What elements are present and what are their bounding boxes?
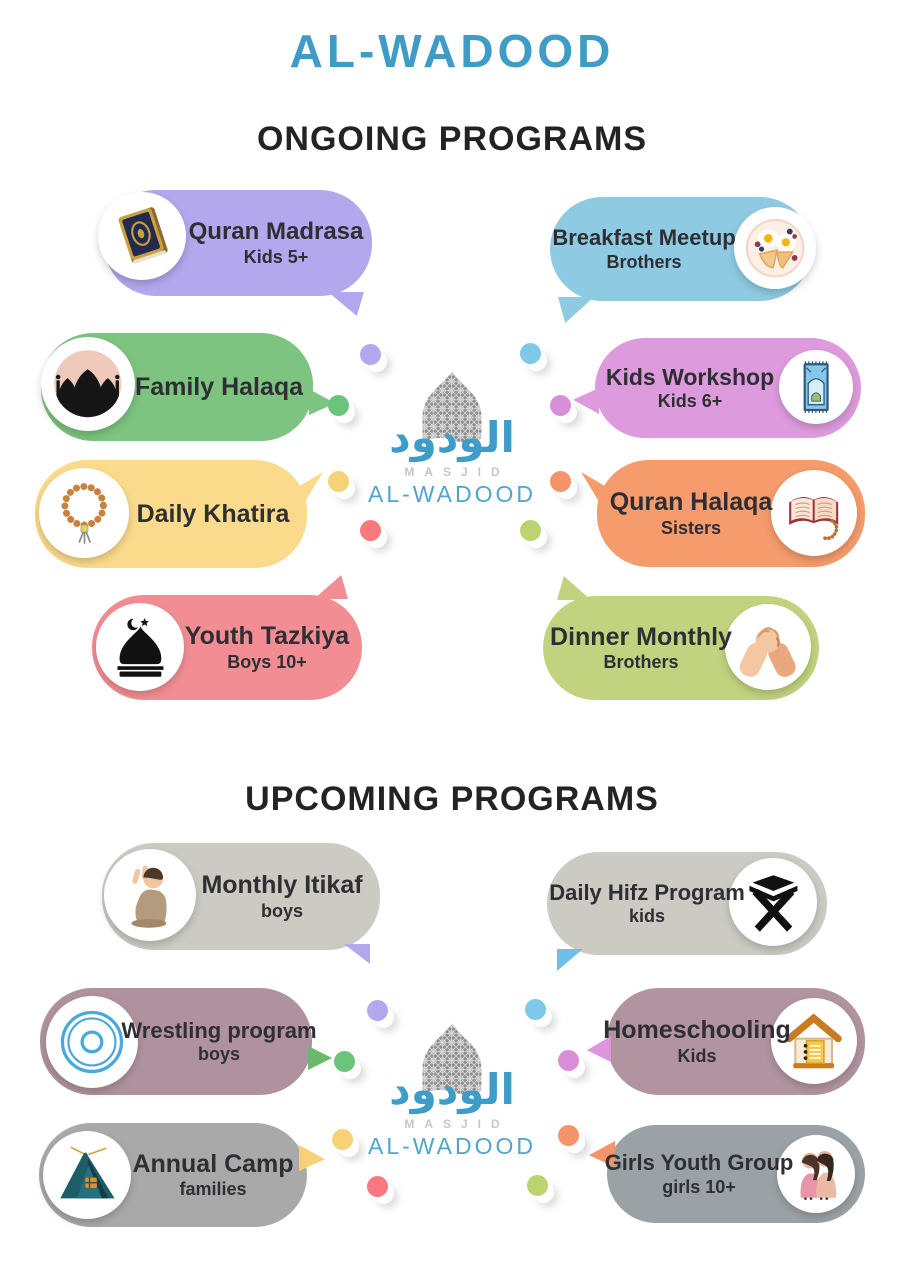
program-bubble-dinner-monthly xyxy=(543,596,819,700)
program-bubble-youth-tazkiya xyxy=(92,595,362,700)
decor-dot-green xyxy=(328,395,349,416)
masjid-logo xyxy=(362,1020,542,1160)
program-bubble-annual-camp xyxy=(39,1123,307,1227)
decor-dot-blue xyxy=(520,343,541,364)
program-subtitle: Brothers xyxy=(603,652,679,673)
decor-dot-yellow xyxy=(332,1129,353,1150)
program-title: Quran Madrasa xyxy=(188,218,364,246)
program-subtitle: Kids 6+ xyxy=(657,391,723,412)
upcoming-section-heading: UPCOMING PROGRAMS xyxy=(245,780,659,818)
program-bubble-monthly-itikaf xyxy=(102,843,380,950)
logo-name-label: AL-WADOOD xyxy=(368,480,536,507)
program-subtitle: Kids 5+ xyxy=(243,246,309,267)
decor-dot-olive xyxy=(527,1175,548,1196)
decor-dot-purple xyxy=(367,1000,388,1021)
program-bubble-family-halaqa xyxy=(41,333,313,441)
program-title: Daily Hifz Program xyxy=(549,879,745,905)
program-bubble-girls-youth-group xyxy=(604,1125,865,1223)
program-title: Breakfast Meetup xyxy=(552,225,736,251)
program-bubble-kids-workshop xyxy=(595,338,861,438)
program-title: Daily Khatira xyxy=(136,499,290,528)
logo-arabic-calligraphy: الودود xyxy=(389,1065,515,1114)
decor-dot-orange xyxy=(558,1125,579,1146)
program-title: Dinner Monthly xyxy=(550,622,732,651)
program-subtitle: girls 10+ xyxy=(662,1176,736,1197)
program-title: Family Halaqa xyxy=(134,372,304,401)
decor-dot-magenta xyxy=(550,395,571,416)
program-subtitle: families xyxy=(179,1179,247,1200)
program-bubble-homeschooling xyxy=(603,988,865,1095)
decor-dot-red xyxy=(367,1176,388,1197)
program-subtitle: Brothers xyxy=(606,251,682,272)
decor-dot-olive xyxy=(520,520,541,541)
program-title: Youth Tazkiya xyxy=(184,622,350,651)
decor-dot-yellow xyxy=(328,471,349,492)
program-title: Monthly Itikaf xyxy=(201,871,363,900)
program-title: Girls Youth Group xyxy=(604,1150,794,1176)
masjid-logo xyxy=(362,368,542,508)
program-subtitle: kids xyxy=(628,906,666,927)
decor-dot-magenta xyxy=(558,1050,579,1071)
program-subtitle: Sisters xyxy=(660,517,722,538)
logo-masjid-label: MASJID xyxy=(404,1116,510,1131)
decor-dot-orange xyxy=(550,471,571,492)
program-title: Homeschooling xyxy=(603,1016,791,1045)
program-subtitle: boys xyxy=(197,1044,240,1065)
program-subtitle: boys xyxy=(260,900,303,921)
decor-dot-red xyxy=(360,520,381,541)
decor-dot-green xyxy=(334,1051,355,1072)
ongoing-section-heading: ONGOING PROGRAMS xyxy=(256,120,648,158)
page-title: AL-WADOOD xyxy=(289,25,615,77)
program-title: Quran Halaqa xyxy=(609,488,773,517)
program-bubble-breakfast-meetup xyxy=(550,197,812,301)
program-bubble-daily-hifz xyxy=(547,852,827,955)
logo-masjid-label: MASJID xyxy=(404,464,510,479)
logo-name-label: AL-WADOOD xyxy=(368,1132,536,1159)
program-bubble-daily-khatira xyxy=(35,460,307,568)
program-bubble-quran-madrasa xyxy=(104,190,372,296)
program-subtitle: Kids xyxy=(677,1045,717,1066)
program-subtitle: Boys 10+ xyxy=(227,651,307,672)
program-title: Kids Workshop xyxy=(605,363,775,390)
program-bubble-wrestling xyxy=(40,988,317,1095)
decor-dot-blue xyxy=(525,999,546,1020)
program-bubble-quran-halaqa xyxy=(597,460,865,567)
program-title: Annual Camp xyxy=(132,1149,294,1178)
program-title: Wrestling program xyxy=(121,1017,317,1043)
logo-arabic-calligraphy: الودود xyxy=(389,413,515,462)
decor-dot-purple xyxy=(360,344,381,365)
